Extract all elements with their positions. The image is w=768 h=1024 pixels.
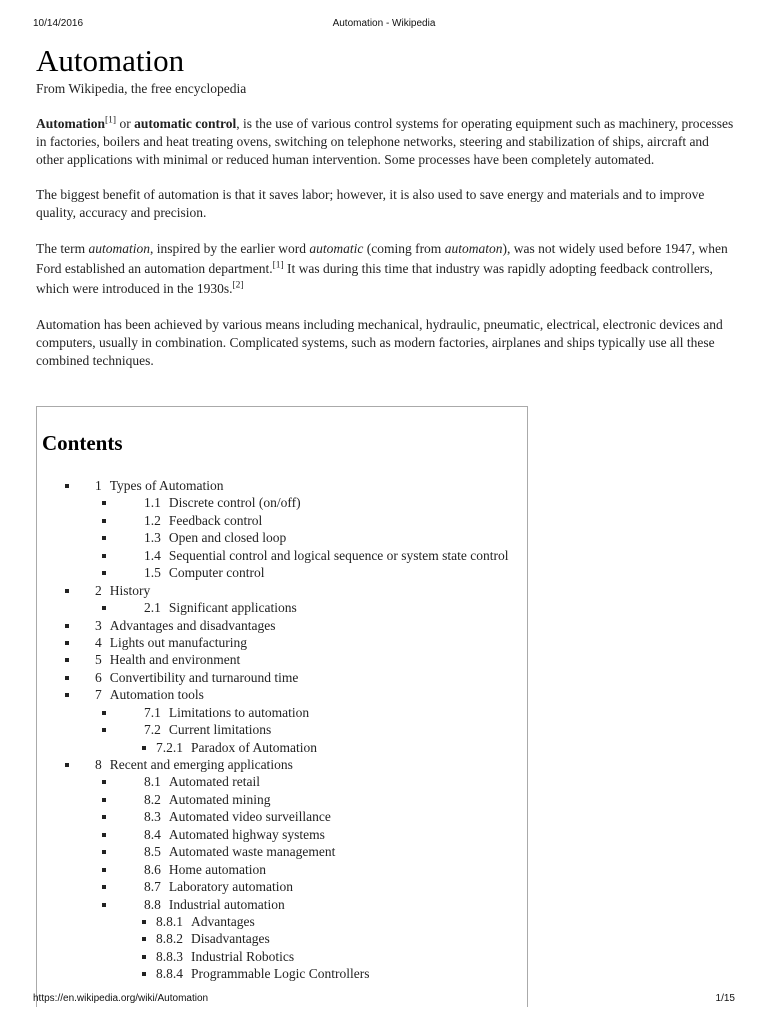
toc-item-label[interactable]: Advantages (191, 913, 255, 929)
toc-item[interactable] (37, 965, 527, 982)
toc-item[interactable] (37, 617, 527, 634)
toc-item-number: 6 (95, 669, 102, 685)
toc-item-label[interactable]: Disadvantages (191, 931, 270, 947)
toc-item[interactable] (37, 669, 527, 686)
toc-item[interactable] (37, 896, 527, 913)
term-text-c: (coming from (363, 241, 445, 256)
paragraph-intro (36, 115, 736, 169)
toc-item-label[interactable]: Recent and emerging applications (109, 757, 293, 772)
toc-item-number: 8 (95, 757, 102, 772)
citation-1b-link[interactable]: [1] (272, 260, 284, 271)
toc-item[interactable] (37, 930, 527, 947)
paragraph-term (36, 239, 736, 299)
toc-item[interactable] (37, 651, 527, 668)
term-italic-automaton: automaton (444, 241, 503, 256)
toc-item-label[interactable]: Health and environment (109, 652, 241, 668)
toc-item-number: 2.1 (144, 600, 161, 616)
toc-item-label[interactable]: Computer control (168, 565, 265, 581)
toc-item[interactable] (37, 913, 527, 930)
toc-item-label[interactable]: Limitations to automation (168, 704, 310, 720)
toc-item[interactable] (37, 826, 527, 843)
toc-item-label[interactable]: Laboratory automation (168, 879, 293, 895)
toc-item-label[interactable]: Automation tools (109, 687, 204, 703)
term-automation: Automation (36, 116, 106, 131)
toc-item[interactable] (37, 739, 527, 756)
toc-item-label[interactable]: Industrial Robotics (191, 948, 295, 964)
toc-item-number: 3 (95, 617, 102, 633)
toc-item-label[interactable]: Types of Automation (109, 478, 224, 493)
toc-item-label[interactable]: Feedback control (168, 512, 263, 528)
print-page-title: Automation - Wikipedia (332, 18, 436, 29)
toc-item[interactable] (37, 861, 527, 878)
toc-item-number: 8.8.3 (156, 948, 183, 964)
toc-item[interactable] (37, 634, 527, 651)
toc-item-label[interactable]: Advantages and disadvantages (109, 617, 276, 633)
print-header (0, 18, 768, 32)
term-text-b: , inspired by the earlier word (150, 241, 310, 256)
intro-rest: , is the use of various control systems for operating equipment such as machinery, processes in factories, boilers and heat treating ovens, switching on telephone networks, steering and stabilization of ships, aircraft and other applications with minimal or reduced human intervention. Some processes have been completely automated. (36, 116, 734, 167)
toc-item-label[interactable]: Convertibility and turnaround time (109, 669, 299, 685)
toc-item-number: 8.8 (144, 896, 161, 912)
toc-item-number: 8.4 (144, 826, 161, 842)
toc-item-label[interactable]: Discrete control (on/off) (168, 495, 301, 511)
term-text-e: It was during this time that industry was rapidly adopting feedback controllers, which were introduced in the 1930s. (36, 261, 713, 296)
toc-item-number: 1.3 (144, 530, 161, 546)
print-page-number: 1/15 (715, 993, 735, 1004)
term-italic-automation: automation (88, 241, 150, 256)
toc-item[interactable] (37, 547, 527, 564)
toc-item[interactable] (37, 843, 527, 860)
toc-item[interactable] (37, 808, 527, 825)
term-text-d: ), was not widely used before 1947, when Ford established an automation department. (36, 241, 728, 276)
term-italic-automatic: automatic (309, 241, 364, 256)
toc-item[interactable] (37, 791, 527, 808)
toc-item-number: 1 (95, 478, 102, 493)
citation-1b[interactable] (273, 261, 284, 271)
toc-item-number: 7 (95, 687, 102, 703)
citation-1[interactable] (105, 116, 116, 126)
toc-item-number: 1.4 (144, 547, 161, 563)
toc-item[interactable] (37, 477, 527, 494)
toc-item-number: 8.1 (144, 774, 161, 790)
toc-item-number: 8.2 (144, 791, 161, 807)
term-automatic-control: automatic control (134, 116, 237, 131)
toc-list (37, 477, 527, 983)
toc-item-label[interactable]: Automated video surveillance (168, 809, 331, 825)
article-content (36, 42, 736, 370)
toc-item-number: 7.1 (144, 704, 161, 720)
text-or: or (116, 116, 135, 131)
table-of-contents (36, 406, 528, 1007)
toc-item-number: 8.8.1 (156, 913, 183, 929)
toc-item[interactable] (37, 878, 527, 895)
citation-1-link[interactable]: [1] (105, 115, 117, 126)
toc-item[interactable] (37, 599, 527, 616)
toc-title: Contents (42, 431, 123, 455)
toc-item[interactable] (37, 948, 527, 965)
toc-item-label[interactable]: Automated mining (168, 791, 271, 807)
print-footer (0, 993, 768, 1007)
page-title: Automation (36, 43, 185, 78)
toc-item[interactable] (37, 686, 527, 703)
toc-item[interactable] (37, 494, 527, 511)
toc-item-number: 7.2.1 (156, 739, 183, 755)
toc-item-label[interactable]: Open and closed loop (168, 530, 287, 546)
toc-item[interactable] (37, 756, 527, 773)
toc-item[interactable] (37, 564, 527, 581)
toc-item-number: 8.8.4 (156, 966, 183, 982)
toc-item[interactable] (37, 512, 527, 529)
toc-item-label[interactable]: Automated waste management (168, 844, 336, 860)
toc-item-label[interactable]: Lights out manufacturing (109, 634, 247, 650)
toc-item-number: 8.5 (144, 844, 161, 860)
toc-item-label[interactable]: Paradox of Automation (191, 739, 317, 755)
toc-item-number: 8.8.2 (156, 931, 183, 947)
toc-item-number: 7.2 (144, 722, 161, 738)
print-date: 10/14/2016 (33, 18, 84, 29)
toc-item-label[interactable]: Automated highway systems (168, 826, 325, 842)
paragraph-means: Automation has been achieved by various means including mechanical, hydraulic, pneumatic, electrical, electronic devices and computers, usually in combination. Complicated systems, such as modern factories, airplanes and ships typically use all these combined techniques. (36, 317, 723, 368)
toc-item-label[interactable]: Sequential control and logical sequence or system state control (168, 547, 509, 563)
toc-item[interactable] (37, 773, 527, 790)
toc-item-number: 2 (95, 582, 102, 598)
toc-item-label[interactable]: Programmable Logic Controllers (191, 966, 370, 982)
citation-2[interactable] (232, 281, 243, 291)
toc-item-number: 1.2 (144, 512, 161, 528)
toc-item-number: 1.1 (144, 495, 161, 511)
toc-item-number: 8.3 (144, 809, 161, 825)
toc-item-label[interactable]: Significant applications (168, 600, 297, 616)
toc-item[interactable] (37, 704, 527, 721)
term-text-a: The term (36, 241, 89, 256)
toc-item-number: 4 (95, 634, 102, 650)
toc-item-label[interactable]: Home automation (168, 861, 266, 877)
citation-2-link[interactable]: [2] (232, 280, 244, 291)
toc-item-label[interactable]: History (109, 582, 151, 598)
toc-item[interactable] (37, 582, 527, 599)
toc-item-label[interactable]: Industrial automation (168, 896, 285, 912)
toc-item-label[interactable]: Current limitations (168, 722, 272, 738)
toc-item-number: 8.7 (144, 879, 161, 895)
toc-item-number: 1.5 (144, 565, 161, 581)
toc-item-number: 5 (95, 652, 102, 668)
toc-item-number: 8.6 (144, 861, 161, 877)
toc-item[interactable] (37, 721, 527, 738)
tagline: From Wikipedia, the free encyclopedia (36, 81, 247, 96)
toc-item[interactable] (37, 529, 527, 546)
print-url: https://en.wikipedia.org/wiki/Automation (33, 993, 209, 1004)
toc-item-label[interactable]: Automated retail (168, 774, 260, 790)
paragraph-benefit: The biggest benefit of automation is that it saves labor; however, it is also used to save energy and materials and to improve quality, accuracy and precision. (36, 187, 705, 220)
